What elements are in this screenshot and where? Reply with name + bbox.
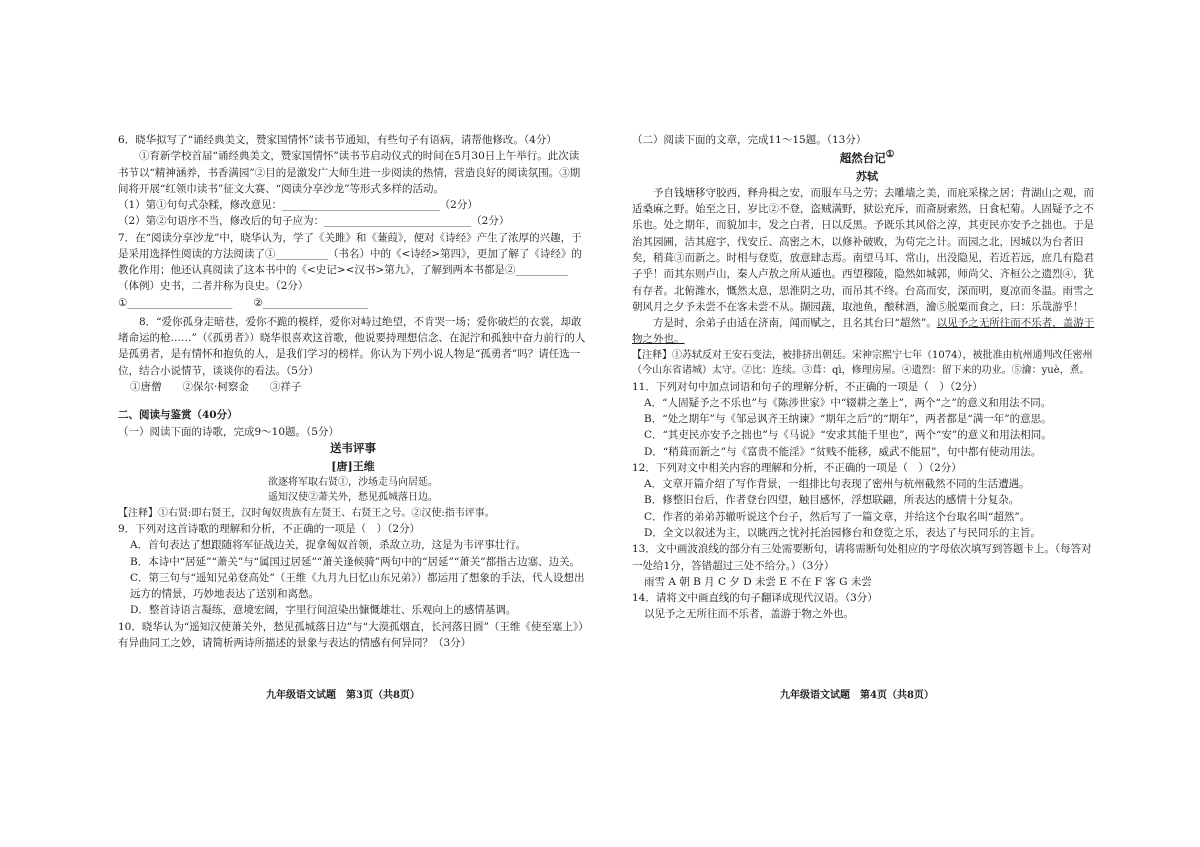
q9-option-c: C．第三句与“遥知兄弟登高处”（王维《九月九日忆山东兄弟》）都运用了想象的手法，代人设想出远方的情景，巧妙地表达了送别和离愁。 <box>130 571 585 601</box>
q12-option-a: A．文章开篇介绍了写作背景，一组排比句表现了密州与杭州截然不同的生活遭遇。 <box>644 478 1030 491</box>
q9-option-a: A．首句表达了想跟随将军征战边关，捉拿匈奴首领，杀敌立功，这是为韦评事壮行。 <box>130 539 527 552</box>
essay-author: 苏轼 <box>856 169 878 183</box>
q10-text: 10．晓华认为“遥知汉使萧关外，愁见孤城落日边”与“大漠孤烟直，长河落日圆”（王维《使至塞上》）有异曲同工之妙，请简析两诗所描述的景象与表达的情感有何异同？（3分） <box>118 620 584 649</box>
q11-option-a: A．“人固疑予之不乐也”与《陈涉世家》中“辍耕之垄上”，两个“之”的意义和用法不同。 <box>644 396 1052 409</box>
right-page-footer: 九年级语文试题 第4页（共8页） <box>780 690 934 701</box>
q6-answer-2: （2）第②句语序不当，修改后的句子应为：____________________________（2分） <box>118 215 510 228</box>
q6-answer-1: （1）第①句句式杂糅，修改意见：______________________________（2分） <box>118 199 478 212</box>
essay-paragraph-2-lead: 方是时，余弟子由适在济南，闻而赋之，且名其台曰“超然”。 <box>653 317 937 330</box>
essay-paragraph-2 <box>632 315 1102 348</box>
q12-option-c: C．作者的弟弟苏辙听说这个台子，然后写了一篇文章，并给这个台取名叫“超然”。 <box>644 510 1031 523</box>
essay-title-footnote-mark: ① <box>885 149 895 161</box>
poem-line-1: 欲逐将军取右贤①，沙场走马向居延。 <box>268 476 438 488</box>
left-page <box>118 132 588 651</box>
poem-note: 【注释】①右贤:即右贤王，汉时匈奴贵族有左贤王、右贤王之号。②汉使:指韦评事。 <box>118 507 495 519</box>
part-2-heading: （二）阅读下面的文章，完成11～15题。（13分） <box>632 134 867 146</box>
section-2-heading: 二、阅读与鉴赏（40分） <box>118 409 238 422</box>
essay-paragraph-1: 予自钱塘移守胶西，释舟楫之安，而服车马之劳；去雕墙之美，而庇采椽之居；背湖山之观，而适桑麻之野。始至之日，岁比②不登，盗贼满野，狱讼充斥，而斋厨索然，日食杞菊。人固疑予之不乐也。处之期年，而貌加丰，发之白者，日以反黑。予既乐其风俗之淳，其吏民亦安予之拙也。于是治其园圃，洁其庭宇，伐安丘、高密之木，以修补破败，为苟完之计。而园之北，因城以为台者旧矣，稍葺③而新之。时相与登览，放意肆志焉。南望马耳、常山，出没隐见，若近若远，庶几有隐君子乎！而其东则卢山，秦人卢敖之所从遁也。西望穆陵，隐然如城郭，师尚父、齐桓公之遗烈④，犹有存者。北俯潍水，慨然太息，思淮阴之功，而吊其不终。台高而安，深而明，夏凉而冬温。雨雪之朝风月之夕予未尝不在客未尝不从。撷园蔬，取池鱼，酿秫酒，瀹⑤脱粟而食之，曰：乐哉游乎！ <box>632 186 1094 313</box>
poem-author: [唐]王维 <box>331 459 375 473</box>
q14-stem: 14．请将文中画直线的句子翻译成现代汉语。（3分） <box>632 592 878 605</box>
left-page-footer: 九年级语文试题 第3页（共8页） <box>266 690 420 701</box>
q7-text: 7．在“阅读分享沙龙”中，晓华认为，学了《关雎》和《蒹葭》，便对《诗经》产生了浓厚的兴趣，于是采用选择性阅读的方法阅读了①__________（书名）中的《<诗经>第四》，更加了解了《诗经》的教化作用；他还认真阅读了这本书中的《<史记><汉书>第九》，了解到两本书都是②__________（体例）史书，二者并称为良史。（2分） <box>118 231 582 293</box>
q14-sentence: 以见予之无所往而不乐者，盖游于物之外也。 <box>644 608 854 621</box>
q11-option-d: D．“稍葺而新之”与《富贵不能淫》“贫贱不能移，威武不能屈”，句中都有使动用法。 <box>644 445 1042 458</box>
poem-title: 送韦评事 <box>330 440 376 455</box>
right-page <box>632 132 1102 623</box>
q11-option-c: C．“其吏民亦安予之拙也”与《马说》“安求其能千里也”，两个“安”的意义和用法相同。 <box>644 429 1052 442</box>
q11-option-b: B．“处之期年”与《邹忌讽齐王纳谏》“期年之后”的“期年”，两者都是“满一年”的意思。 <box>644 413 1052 426</box>
q12-option-d: D．全文以叙述为主，以眺西之忧衬托治园修台和登览之乐，表达了与民同乐的主旨。 <box>644 527 1041 539</box>
q7-blanks: ①____________________ ②____________________ <box>118 296 368 309</box>
q9-option-b: B．本诗中“居延”“萧关”与“属国过居延”“萧关逢候骑”两句中的“居延”“萧关”都指古边塞、边关。 <box>130 555 581 568</box>
q6-text: ①育新学校首届“诵经典美文，赞家国情怀”读书节启动仪式的时间在5月30日上午举行。此次读书节以“精神涵养，书香满园”②目的是激发广大师生进一步阅读的热情，营造良好的阅读氛围。③期间将开展“红领巾读书”征文大赛、“阅读分享沙龙”等形式多样的活动。 <box>118 150 581 195</box>
q8-quote: 8．“爱你孤身走暗巷，爱你不跪的模样，爱你对峙过绝望，不肯哭一场；爱你破烂的衣裳，却敢堵命运的枪……”（《孤勇者》）晓华很喜欢这首歌，他说要持理想信念、在泥泞和孤独中奋力前行的人是孤勇者，是有情怀和抱负的人，是我们学习的榜样。你认为下列小说人物是“孤勇者”吗？请任选一位，结合小说情节，谈谈你的看法。（5分） <box>118 315 586 377</box>
q11-stem: 11．下列对句中加点词语和句子的理解分析，不正确的一项是（ ）（2分） <box>632 380 983 393</box>
essay-title <box>632 148 1102 168</box>
q9-stem: 9．下列对这首诗歌的理解和分析，不正确的一项是（ ）（2分） <box>118 523 421 536</box>
poem-line-2: 遥知汉使②萧关外，愁见孤城落日边。 <box>268 492 438 504</box>
q8-options: ①唐僧 ②保尔·柯察金 ③祥子 <box>130 380 302 393</box>
q9-option-d: D．整首诗语言凝练，意境宏阔，字里行间渲染出慷慨雄壮、乐观向上的感情基调。 <box>130 604 517 617</box>
part-1-heading: （一）阅读下面的诗歌，完成9～10题。（5分） <box>118 425 339 438</box>
essay-note: 【注释】①苏轼反对王安石变法，被排挤出朝廷。宋神宗熙宁七年（1074），被批准由杭州通判改任密州（今山东省诸城）太守。②比：连续。③葺：qì，修理房屋。④遗烈：留下来的功业。⑤瀹：yuè，煮。 <box>632 349 1093 377</box>
q12-stem: 12．下列对文中相关内容的理解和分析，不正确的一项是（ ）（2分） <box>632 461 962 474</box>
underlined-sentence: 以见予之无所往而不乐者，盖游于物之外也。 <box>632 317 1095 346</box>
q13-stem: 13．文中画波浪线的部分有三处需要断句，请将需断句处相应的字母依次填写到答题卡上。（每答对一处给1分，答错超过三处不给分。）（3分） <box>632 543 1092 572</box>
q12-option-b: B．修整旧台后，作者登台四望，触目感怀，浮想联翩，所表达的感情十分复杂。 <box>644 494 1020 507</box>
essay-title-text: 超然台记 <box>839 151 886 166</box>
q13-segment-line: 雨雪 A 朝 B 月 C 夕 D 未尝 E 不在 F 客 G 未尝 <box>644 575 872 588</box>
q6-stem: 6．晓华拟写了“诵经典美文，赞家国情怀”读书节通知，有些句子有语病，请帮他修改。（4分） <box>118 134 557 146</box>
